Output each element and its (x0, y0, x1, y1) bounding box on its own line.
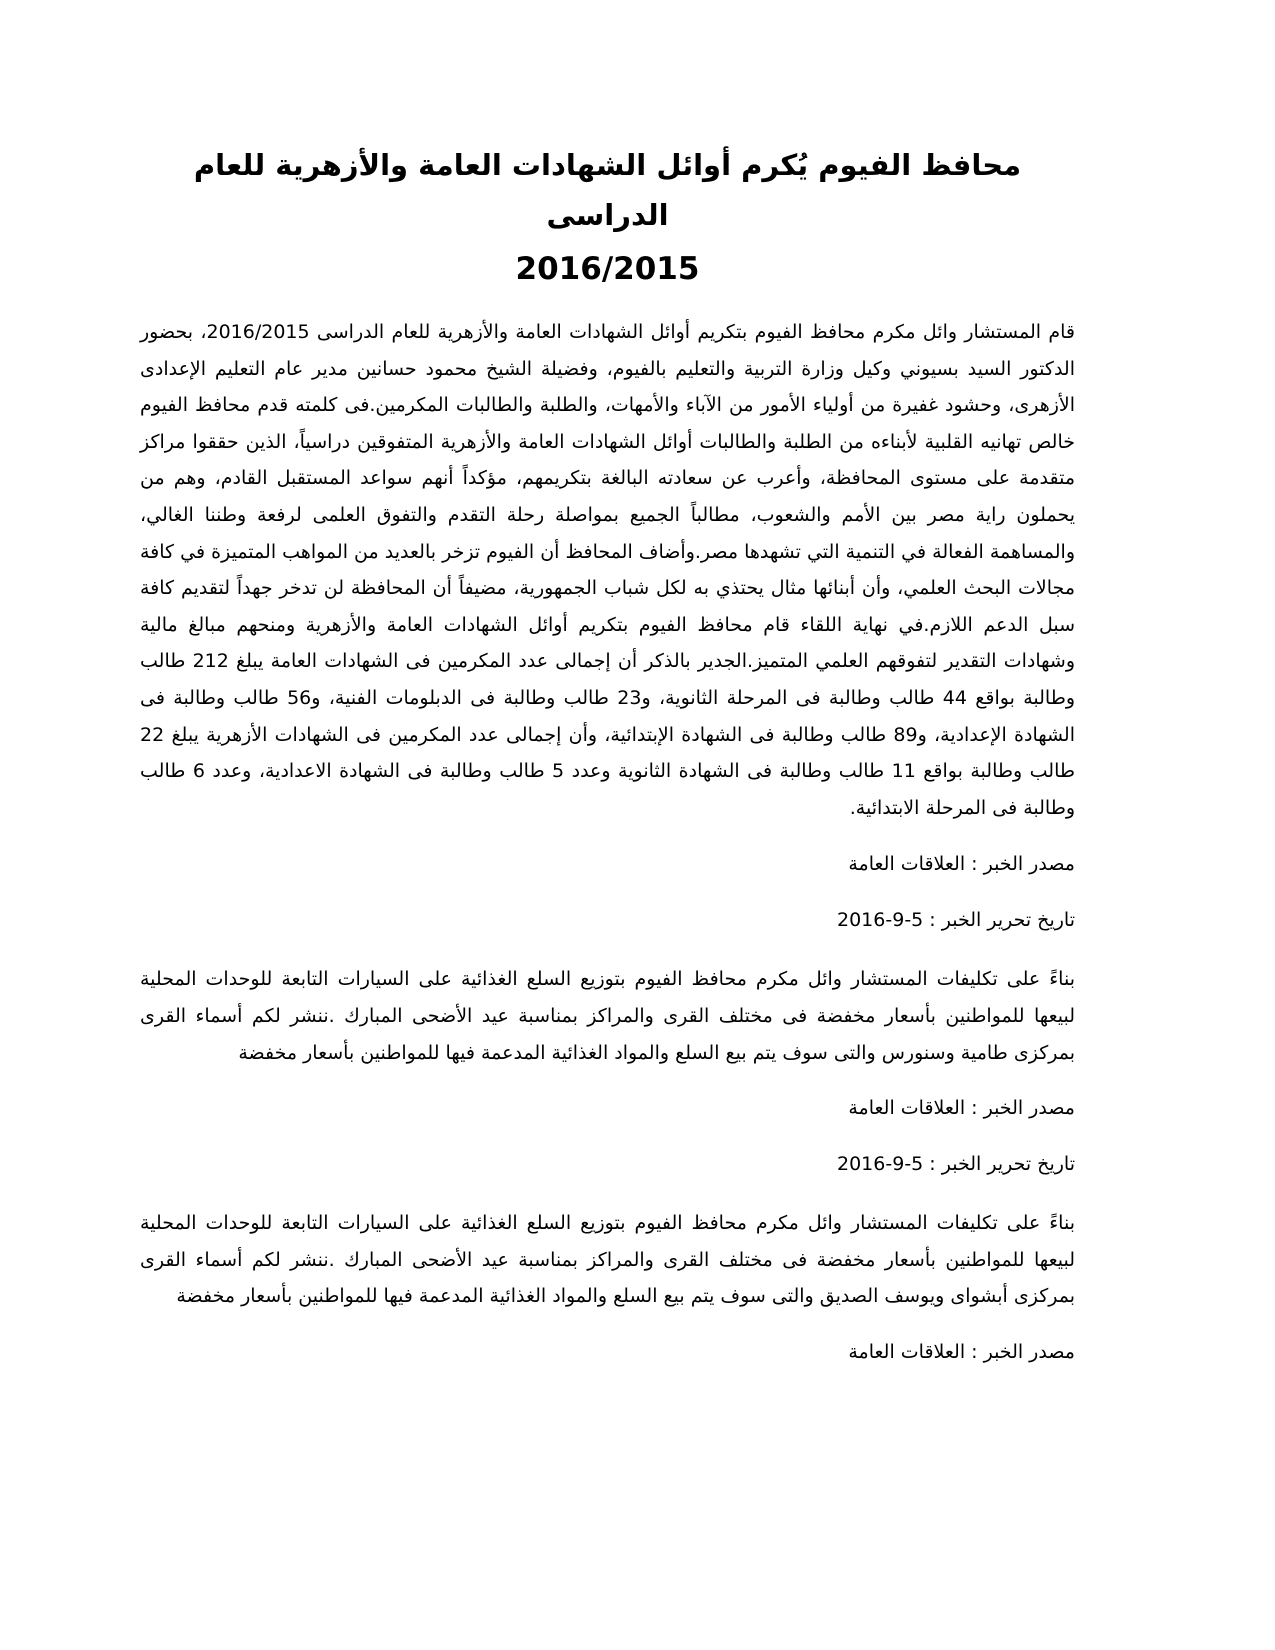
news-date: تاريخ تحرير الخبر : 5-9-2016 (837, 909, 1075, 932)
news-item-body: بناءً على تكليفات المستشار وائل مكرم محافظ الفيوم بتوزيع السلع الغذائية على السيارات التابعة للوحدات المحلية لبيعها للمواطنين بأسعار مخفضة فى مختلف القرى والمراكز بمناسبة عيد الأضحى المبارك .ننشر لكم أسماء القرى بمركزى أبشواى ويوسف الصديق والتى سوف يتم بيع السلع والمواد الغذائية المدعمة فيها للمواطنين بأسعار مخفضة (140, 1212, 1075, 1308)
page-title: محافظ الفيوم يُكرم أوائل الشهادات العامة والأزهرية للعام الدراسى (193, 148, 1022, 232)
news-item-body: بناءً على تكليفات المستشار وائل مكرم محافظ الفيوم بتوزيع السلع الغذائية على السيارات التابعة للوحدات المحلية لبيعها للمواطنين بأسعار مخفضة فى مختلف القرى والمراكز بمناسبة عيد الأضحى المبارك .ننشر لكم أسماء القرى بمركزى طامية وسنورس والتى سوف يتم بيع السلع والمواد الغذائية المدعمة فيها للمواطنين بأسعار مخفضة (140, 968, 1075, 1064)
news-date: تاريخ تحرير الخبر : 5-9-2016 (837, 1153, 1075, 1176)
news-source: مصدر الخبر : العلاقات العامة (848, 1097, 1075, 1120)
article-body: قام المستشار وائل مكرم محافظ الفيوم بتكريم أوائل الشهادات العامة والأزهرية للعام الدراسى 2016/2015، بحضور الدكتور السيد بسيوني وكيل وزارة التربية والتعليم بالفيوم، وفضيلة الشيخ محمود حسانين مدير عام التعليم الإعدادى الأزهرى، وحشود غفيرة من أولياء الأمور من الآباء والأمهات، والطلبة والطالبات المكرمين.فى كلمته قدم محافظ الفيوم خالص تهانيه القلبية لأبناءه من الطلبة والطالبات أوائل الشهادات العامة والأزهرية المتفوقين دراسياً، الذين حققوا مراكز متقدمة على مستوى المحافظة، وأعرب عن سعادته البالغة بتكريمهم، مؤكداً أنهم سواعد المستقبل القادم، وهم من يحملون راية مصر بين الأمم والشعوب، مطالباً الجميع بمواصلة رحلة التقدم والتفوق العلمى لرفعة وطننا الغالي، والمساهمة الفعالة في التنمية التي تشهدها مصر.وأضاف المحافظ أن الفيوم تزخر بالعديد من المواهب المتميزة في كافة مجالات البحث العلمي، وأن أبنائها مثال يحتذي به لكل شباب الجمهورية، مضيفاً أن المحافظة لن تدخر جهداً لتقديم كافة سبل الدعم اللازم.في نهاية اللقاء قام محافظ الفيوم بتكريم أوائل الشهادات العامة والأزهرية ومنحهم مبالغ مالية وشهادات التقدير لتفوقهم العلمي المتميز.الجدير بالذكر أن إجمالى عدد المكرمين فى الشهادات العامة يبلغ 212 طالب وطالبة بواقع 44 طالب وطالبة فى المرحلة الثانوية، و23 طالب وطالبة فى الدبلومات الفنية، و56 طالب وطالبة فى الشهادة الإعدادية، و89 طالب وطالبة فى الشهادة الإبتدائية، وأن إجمالى عدد المكرمين فى الشهادات الأزهرية يبلغ 22 طالب وطالبة بواقع 11 طالب وطالبة فى الشهادة الثانوية وعدد 5 طالب وطالبة فى الشهادة الاعدادية، وعدد 6 طالب وطالبة فى المرحلة الابتدائية. (140, 321, 1076, 819)
title-year: 2016/2015 (515, 251, 700, 287)
article-source: مصدر الخبر : العلاقات العامة (848, 853, 1075, 876)
news-source: مصدر الخبر : العلاقات العامة (848, 1340, 1075, 1363)
